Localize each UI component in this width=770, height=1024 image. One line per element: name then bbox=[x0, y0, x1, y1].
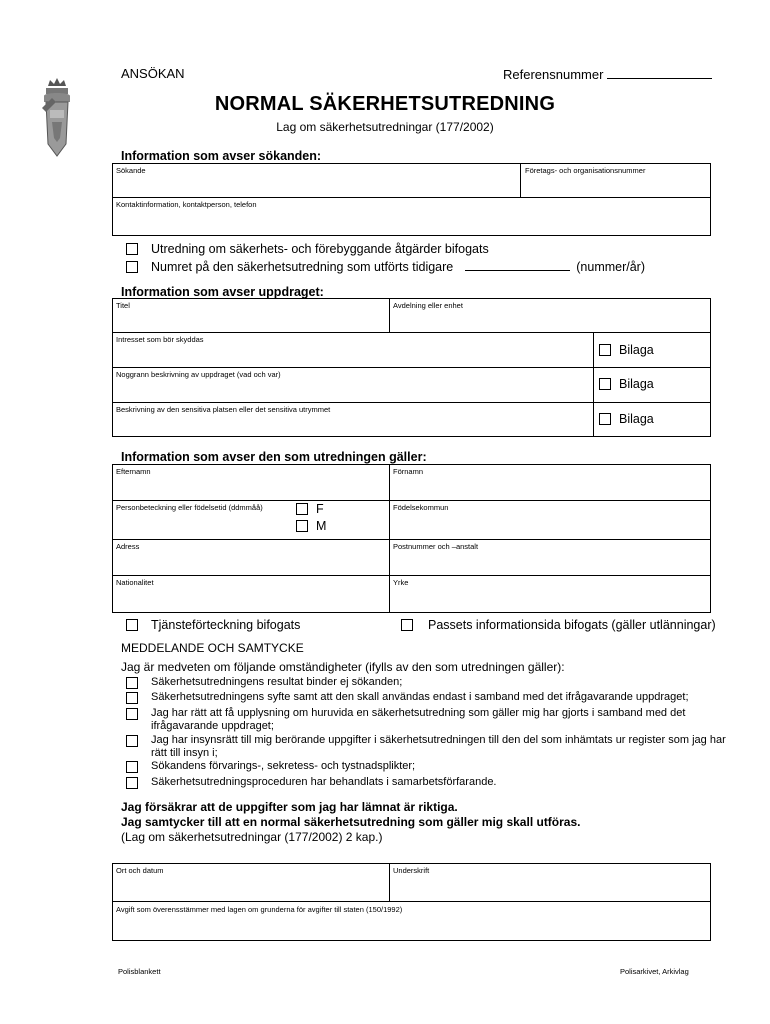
checkbox-utredning[interactable] bbox=[126, 243, 138, 255]
consent-item-6: Säkerhetsutredningsproceduren har behandlats i samarbetsförfarande. bbox=[151, 776, 497, 788]
field-foretag[interactable]: Företags- och organisationsnummer bbox=[525, 166, 646, 175]
checkbox-bilaga-2[interactable] bbox=[599, 378, 611, 390]
field-fornamn[interactable]: Förnamn bbox=[393, 467, 424, 476]
consent-item-1: Säkerhetsutredningens resultat binder ej sökanden; bbox=[151, 676, 403, 688]
section-applicant-heading: Information som avser sökanden: bbox=[121, 149, 322, 163]
reference-number-field[interactable] bbox=[607, 66, 712, 79]
assurance-1: Jag försäkrar att de uppgifter som jag har lämnat är riktiga. bbox=[121, 800, 458, 814]
application-label: ANSÖKAN bbox=[121, 66, 185, 81]
checkbox-consent-2[interactable] bbox=[126, 692, 138, 704]
checkbox-m[interactable] bbox=[296, 520, 308, 532]
section-person-heading: Information som avser den som utredningen gäller: bbox=[121, 450, 427, 464]
consent-item-3: Jag har rätt att få upplysning om huruvida en säkerhetsutredning som gäller mig har gjorts i samband med det ifrågavarande uppdraget; bbox=[151, 707, 686, 732]
consent-item-5: Sökandens förvarings-, sekretess- och tystnadsplikter; bbox=[151, 760, 416, 772]
field-yrke[interactable]: Yrke bbox=[393, 578, 409, 587]
field-postnummer[interactable]: Postnummer och –anstalt bbox=[393, 542, 479, 551]
checkbox-consent-4[interactable] bbox=[126, 735, 138, 747]
assurance-2: Jag samtycker till att en normal säkerhetsutredning som gäller mig skall utföras. bbox=[121, 815, 581, 829]
field-kontakt[interactable]: Kontaktinformation, kontaktperson, telefon bbox=[116, 200, 257, 209]
field-efternamn[interactable]: Efternamn bbox=[116, 467, 151, 476]
label-numret: Numret på den säkerhetsutredning som utförts tidigare (nummer/år) bbox=[151, 260, 646, 274]
field-nationalitet[interactable]: Nationalitet bbox=[116, 578, 154, 587]
checkbox-numret[interactable] bbox=[126, 261, 138, 273]
field-titel[interactable]: Titel bbox=[116, 301, 130, 310]
label-bilaga-2: Bilaga bbox=[619, 377, 654, 391]
field-ort-datum[interactable]: Ort och datum bbox=[116, 866, 164, 875]
label-bilaga-3: Bilaga bbox=[619, 412, 654, 426]
consent-heading: MEDDELANDE OCH SAMTYCKE bbox=[121, 641, 304, 655]
numret-field[interactable] bbox=[465, 260, 570, 271]
checkbox-f[interactable] bbox=[296, 503, 308, 515]
field-adress[interactable]: Adress bbox=[116, 542, 140, 551]
form-subtitle: Lag om säkerhetsutredningar (177/2002) bbox=[276, 120, 494, 134]
field-avdelning[interactable]: Avdelning eller enhet bbox=[393, 301, 463, 310]
label-passets: Passets informationsida bifogats (gäller utlänningar) bbox=[428, 618, 716, 632]
consent-intro: Jag är medveten om följande omständigheter (ifylls av den som utredningen gäller): bbox=[121, 660, 565, 674]
label-bilaga-1: Bilaga bbox=[619, 343, 654, 357]
footer-left: Polisblankett bbox=[118, 967, 161, 976]
checkbox-consent-1[interactable] bbox=[126, 677, 138, 689]
checkbox-consent-5[interactable] bbox=[126, 761, 138, 773]
field-noggrann[interactable]: Noggrann beskrivning av uppdraget (vad och var) bbox=[116, 370, 281, 379]
label-utredning: Utredning om säkerhets- och förebyggande åtgärder bifogats bbox=[151, 242, 489, 256]
field-personbeteckning[interactable]: Personbeteckning eller födelsetid (ddmmåå) bbox=[116, 503, 263, 512]
field-intresset[interactable]: Intresset som bör skyddas bbox=[116, 335, 204, 344]
field-beskrivning[interactable]: Beskrivning av den sensitiva platsen eller det sensitiva utrymmet bbox=[116, 405, 331, 414]
form-title: NORMAL SÄKERHETSUTREDNING bbox=[214, 93, 556, 115]
field-sokande[interactable]: Sökande bbox=[116, 166, 146, 175]
police-emblem bbox=[36, 78, 78, 158]
checkbox-tjanst[interactable] bbox=[126, 619, 138, 631]
reference-number-label: Referensnummer bbox=[503, 67, 604, 82]
section-assignment-heading: Information som avser uppdraget: bbox=[121, 285, 324, 299]
field-fodelsekommun[interactable]: Födelsekommun bbox=[393, 503, 449, 512]
checkbox-consent-6[interactable] bbox=[126, 777, 138, 789]
label-tjanst: Tjänsteförteckning bifogats bbox=[151, 618, 301, 632]
footer-right: Polisarkivet, Arkivlag bbox=[620, 967, 689, 976]
checkbox-bilaga-3[interactable] bbox=[599, 413, 611, 425]
checkbox-bilaga-1[interactable] bbox=[599, 344, 611, 356]
checkbox-consent-3[interactable] bbox=[126, 708, 138, 720]
field-underskrift[interactable]: Underskrift bbox=[393, 866, 430, 875]
field-avgift[interactable]: Avgift som överensstämmer med lagen om grunderna för avgifter till staten (150/1992) bbox=[116, 905, 403, 914]
checkbox-passets[interactable] bbox=[401, 619, 413, 631]
consent-item-4: Jag har insynsrätt till mig berörande uppgifter i säkerhetsutredningen till den del som inhämtats ur register som jag har rätt till insyn i; bbox=[151, 734, 726, 759]
reference-number bbox=[503, 66, 712, 82]
law-reference: (Lag om säkerhetsutredningar (177/2002) 2 kap.) bbox=[121, 830, 383, 844]
label-f: F bbox=[316, 502, 324, 516]
label-m: M bbox=[316, 519, 327, 533]
consent-item-2: Säkerhetsutredningens syfte samt att den skall användas endast i samband med det ifrågavarande uppdraget; bbox=[151, 691, 689, 703]
